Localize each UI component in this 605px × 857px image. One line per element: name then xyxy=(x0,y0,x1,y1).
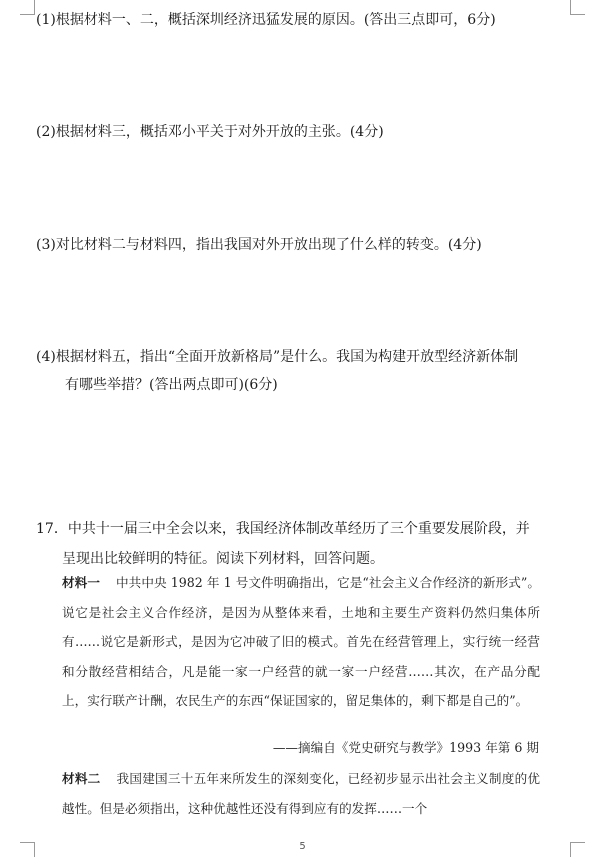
material-2 xyxy=(62,764,540,823)
material-1-source: ——摘编自《党史研究与教学》1993 年第 6 期 xyxy=(272,740,539,755)
question-4 xyxy=(36,343,556,399)
question-17-line-2: 呈现出比较鲜明的特征。阅读下列材料，回答问题。 xyxy=(62,551,384,567)
material-1-label: 材料一 xyxy=(62,575,101,590)
crop-mark-top-left xyxy=(20,0,35,15)
question-4-line-1: (4)根据材料五，指出“全面开放新格局”是什么。我国为构建开放型经济新体制 xyxy=(36,349,519,365)
material-1-text: 中共中央 1982 年 1 号文件明确指出，它是“社会主义合作经济的新形式”。说它是社会主义合作经济，是因为从整体来看，土地和主要生产资料仍然归集体所有……说它是新形式，是因为它冲破了旧的模式。首先在经营管理上，实行统一经营和分散经营相结合，凡是能一家一户经营的就一家一户经营……其次，在产品分配上，实行联产计酬，农民生产的东西“保证国家的，留足集体的，剩下都是自己的”。 xyxy=(62,575,541,709)
material-2-label: 材料二 xyxy=(62,771,101,786)
question-4-line-2: 有哪些举措？(答出两点即可)(6分) xyxy=(65,377,278,393)
question-3: (3)对比材料二与材料四，指出我国对外开放出现了什么样的转变。(4分) xyxy=(36,237,482,253)
question-2: (2)根据材料三，概括邓小平关于对外开放的主张。(4分) xyxy=(36,124,384,140)
material-2-text: 我国建国三十五年来所发生的深刻变化，已经初步显示出社会主义制度的优越性。但是必须指出，这种优越性还没有得到应有的发挥……一个 xyxy=(62,771,541,816)
question-1: (1)根据材料一、二，概括深圳经济迅猛发展的原因。(答出三点即可，6分) xyxy=(36,12,496,28)
question-17-stem xyxy=(36,514,556,574)
crop-mark-top-right xyxy=(570,0,585,15)
material-1 xyxy=(62,568,540,716)
page-number: 5 xyxy=(299,841,306,852)
question-17-line-1: 17．中共十一届三中全会以来，我国经济体制改革经历了三个重要发展阶段，并 xyxy=(36,521,530,537)
